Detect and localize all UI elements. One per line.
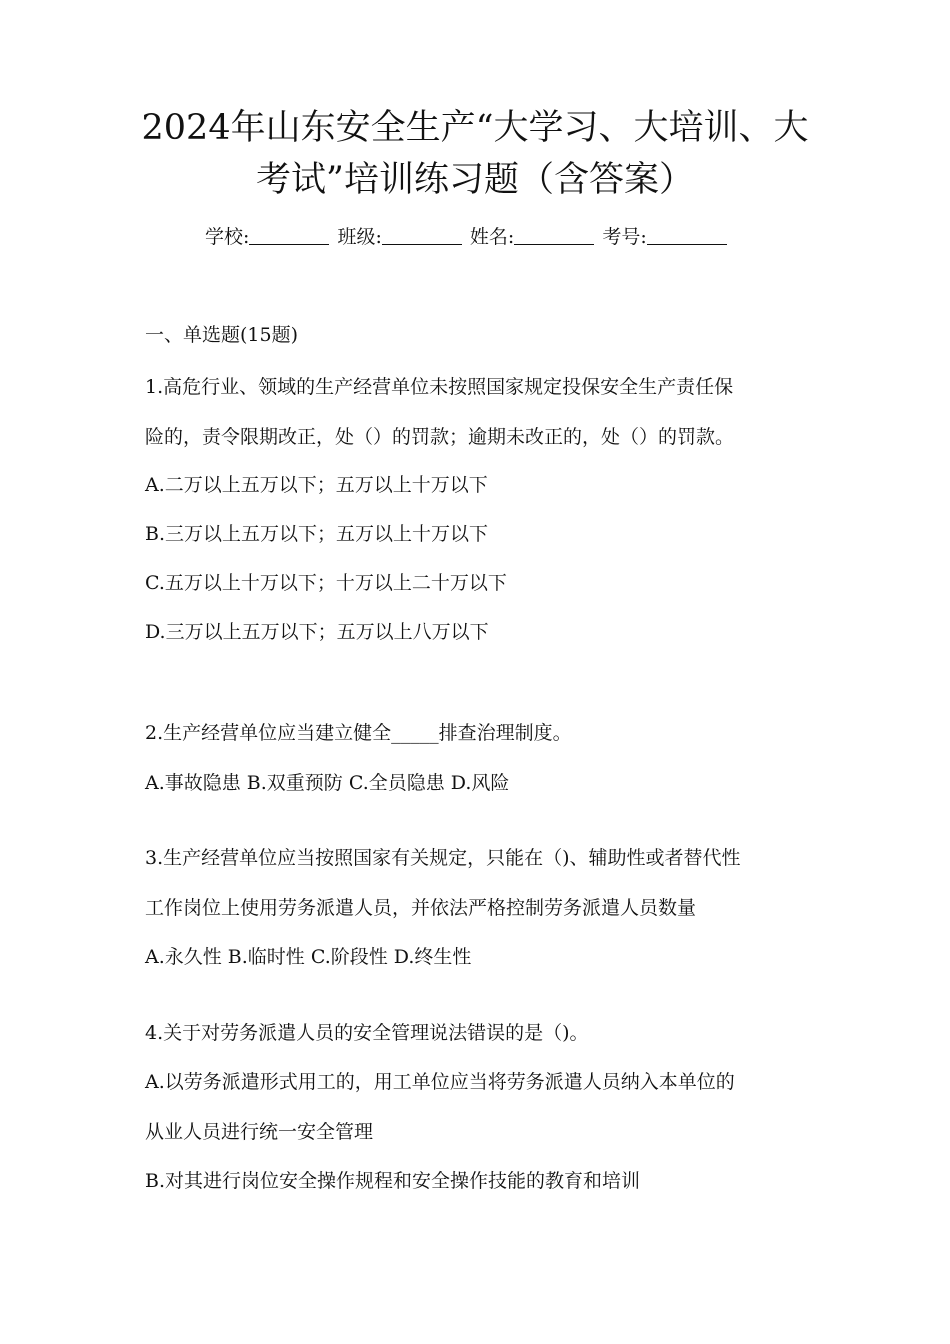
q4-stem: 4.关于对劳务派遣人员的安全管理说法错误的是（)。 (145, 1022, 589, 1044)
class-blank (382, 226, 462, 245)
q2-options: A.事故隐患 B.双重预防 C.全员隐患 D.风险 (145, 772, 510, 794)
q2-stem: 2.生产经营单位应当建立健全_____排查治理制度。 (145, 722, 572, 744)
class-label: 班级: (337, 226, 382, 248)
q1-option-a: A.二万以上五万以下；五万以上十万以下 (145, 474, 488, 496)
section-heading: 一、单选题(15题) (145, 324, 299, 346)
school-blank (249, 226, 329, 245)
q1-stem-line2: 险的，责令限期改正，处（）的罚款；逾期未改正的，处（）的罚款。 (145, 426, 735, 448)
q1-option-c: C.五万以上十万以下；十万以上二十万以下 (145, 572, 507, 594)
q4-option-b: B.对其进行岗位安全操作规程和安全操作技能的教育和培训 (145, 1170, 641, 1192)
school-label: 学校: (205, 226, 250, 248)
document-title-line2: 考试”培训练习题（含答案） (256, 160, 694, 200)
name-blank (514, 226, 594, 245)
document-title-line1: 2024年山东安全生产“大学习、大培训、大 (141, 108, 809, 148)
q4-option-a-line1: A.以劳务派遣形式用工的，用工单位应当将劳务派遣人员纳入本单位的 (145, 1071, 735, 1093)
q1-option-b: B.三万以上五万以下；五万以上十万以下 (145, 523, 489, 545)
name-label: 姓名: (469, 226, 515, 248)
q3-stem-line1: 3.生产经营单位应当按照国家有关规定，只能在（)、辅助性或者替代性 (145, 847, 741, 869)
q3-options: A.永久性 B.临时性 C.阶段性 D.终生性 (145, 946, 472, 968)
q1-option-d: D.三万以上五万以下；五万以上八万以下 (145, 621, 489, 643)
exam-number-blank (647, 226, 727, 245)
q3-stem-line2: 工作岗位上使用劳务派遣人员，并依法严格控制劳务派遣人员数量 (145, 897, 697, 919)
q4-option-a-line2: 从业人员进行统一安全管理 (145, 1121, 374, 1143)
student-info-row (205, 222, 729, 252)
q1-stem-line1: 1.高危行业、领域的生产经营单位未按照国家规定投保安全生产责任保 (145, 376, 734, 398)
exam-number-label: 考号: (602, 226, 647, 248)
